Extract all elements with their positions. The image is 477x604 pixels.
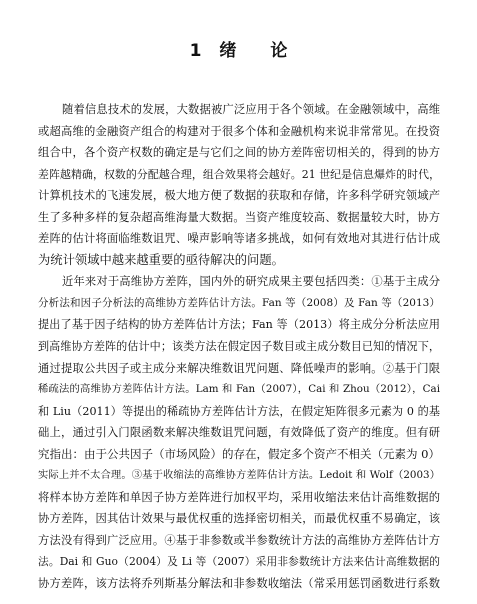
text-line: 为统计领域中越来越重要的亟待解决的问题。	[38, 252, 284, 267]
text-line: 和 Liu（2011）等提出的稀疏协方差阵估计方法，在假定矩阵很多元素为 0 的基	[38, 404, 440, 418]
text-line: 通过提取公共因子或主成分来解决维数诅咒问题、降低噪声的影响。②基于门限	[38, 361, 440, 375]
paragraph-1	[38, 99, 440, 271]
text-line: 法。Dai 和 Guo（2004）及 Li 等（2007）采用非参数统计方法来估计高维数据的	[38, 555, 440, 569]
chapter-title-char: 绪	[219, 41, 237, 61]
text-line: 提出了基于因子结构的协方差阵估计方法；Fan 等（2013）将主成分分析法应用	[38, 318, 440, 332]
text-line: 组合中，各个资产权数的确定是与它们之间的协方差阵密切相关的，得到的协方	[38, 146, 440, 160]
text-line: 础上，通过引入门限函数来解决维数诅咒问题，有效降低了资产的维度。但有研	[38, 426, 440, 440]
text-line: 实际上并不太合理。③基于收缩法的高维协方差阵估计方法。Ledoit 和 Wolf（2003）	[38, 469, 440, 482]
chapter-number: 1	[189, 41, 202, 61]
text-line: 究指出：由于公共因子（市场风险）的存在，假定多个资产不相关（元素为 0）	[38, 446, 440, 461]
text-line: 协方差阵，因其估计效果与最优权重的选择密切相关，而最优权重不易确定，该	[38, 512, 440, 526]
text-line: 将样本协方差阵和单因子协方差阵进行加权平均，采用收缩法来估计高维数据的	[38, 490, 440, 504]
chapter-title-char: 论	[270, 41, 288, 61]
text-line: 差阵越精确，权数的分配越合理，组合效果将会越好。21 世纪是信息爆炸的时代，	[38, 167, 440, 181]
paragraph-2	[38, 271, 440, 594]
text-line: 近年来对于高维协方差阵，国内外的研究成果主要包括四类：①基于主成分	[62, 275, 440, 289]
text-line: 随着信息技术的发展，大数据被广泛应用于各个领域。在金融领域中，高维	[62, 103, 440, 116]
text-line: 差阵的估计将面临维数诅咒、噪声影响等诸多挑战，如何有效地对其进行估计成	[38, 232, 440, 246]
body-text	[38, 99, 440, 595]
chapter-title	[0, 36, 477, 61]
text-line: 或超高维的金融资产组合的构建对于很多个体和金融机构来说非常常见。在投资	[38, 124, 440, 138]
text-line: 稀疏法的高维协方差阵估计方法。Lam 和 Fan（2007），Cai 和 Zhou（2012），Cai	[38, 383, 440, 396]
text-line: 分析法和因子分析法的高维协方差阵估计方法。Fan 等（2008）及 Fan 等（2013）	[38, 296, 440, 309]
text-line: 方法没有得到广泛应用。④基于非参数或半参数统计方法的高维协方差阵估计方	[38, 533, 440, 547]
text-line: 到高维协方差阵的估计中；该类方法在假定因子数目或主成分数目已知的情况下，	[38, 340, 440, 354]
text-line: 协方差阵，该方法将乔列斯基分解法和非参数收缩法（常采用惩罚函数进行系数	[38, 577, 440, 591]
text-line: 计算机技术的飞速发展，极大地方便了数据的获取和存储，许多科学研究领域产	[38, 189, 440, 203]
text-line: 生了多种多样的复杂超高维海量大数据。当资产维度较高、数据量较大时，协方	[38, 210, 440, 224]
